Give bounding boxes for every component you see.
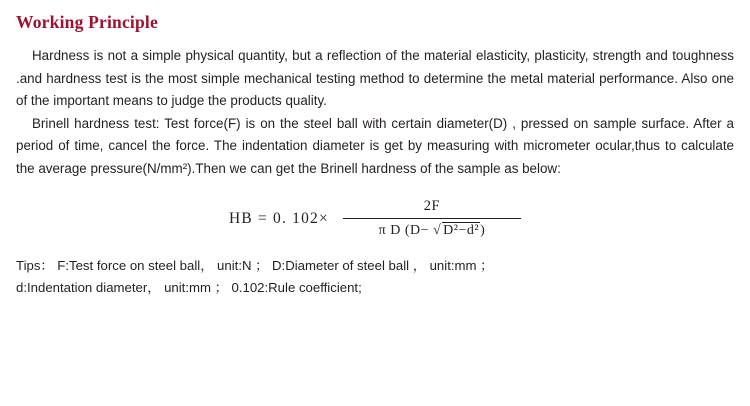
paragraph-hardness-definition bbox=[14, 45, 736, 113]
formula-radicand: D²−d² bbox=[443, 223, 480, 238]
page-title: Working Principle bbox=[16, 12, 158, 32]
paragraph-text: Brinell hardness test: Test force(F) is on the steel ball with certain diameter(D) , pressed on sample surface. After a period of time, cancel the force. The indentation diameter is get by measuring with micrometer ocular,thus to calculate the average pressure(N/mm²).Then we can get the Brinell hardness of the sample as below: bbox=[16, 115, 734, 176]
paragraph-text: Hardness is not a simple physical quantity, but a reflection of the material elasticity, plasticity, strength and toughness .and hardness test is the most simple mechanical testing method to determine the metal material performance. Also one of the important means to judge the products quality. bbox=[16, 48, 734, 108]
tips-line-2: d:Indentation diameter， unit:mm ； 0.102:Rule coefficient; bbox=[16, 280, 362, 295]
formula-denominator-suffix: ) bbox=[480, 223, 486, 238]
paragraph-brinell-test bbox=[14, 113, 736, 181]
formula-left-hand-side: HB = 0. 102× bbox=[229, 209, 329, 227]
tips-section bbox=[14, 255, 736, 299]
formula-numerator: 2F bbox=[423, 198, 441, 214]
formula-denominator-prefix: π D (D− √ bbox=[378, 223, 442, 238]
formula-block bbox=[14, 198, 736, 239]
tips-line-1: Tips： F:Test force on steel ball， unit:N ； D:Diameter of steel ball ， unit:mm ； bbox=[16, 258, 494, 273]
formula-fraction bbox=[343, 198, 521, 239]
brinell-hardness-formula bbox=[229, 198, 521, 239]
formula-denominator bbox=[379, 219, 486, 239]
